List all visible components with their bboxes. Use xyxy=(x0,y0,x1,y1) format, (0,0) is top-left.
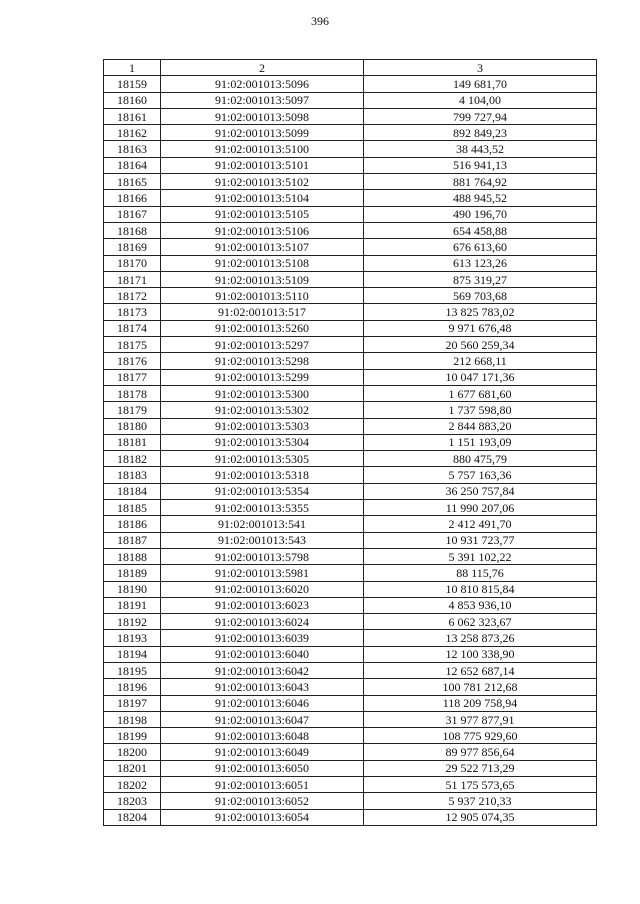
value-cell: 654 458,88 xyxy=(364,222,597,238)
row-number-cell: 18186 xyxy=(104,516,161,532)
value-cell: 149 681,70 xyxy=(364,76,597,92)
row-number-cell: 18201 xyxy=(104,760,161,776)
row-number-cell: 18184 xyxy=(104,483,161,499)
cadastral-number-cell: 91:02:001013:5355 xyxy=(161,500,364,516)
value-cell: 676 613,60 xyxy=(364,239,597,255)
value-cell: 875 319,27 xyxy=(364,271,597,287)
row-number-cell: 18181 xyxy=(104,434,161,450)
cadastral-number-cell: 91:02:001013:5108 xyxy=(161,255,364,271)
column-header-number: 1 xyxy=(104,60,161,76)
row-number-cell: 18185 xyxy=(104,500,161,516)
value-cell: 488 945,52 xyxy=(364,190,597,206)
cadastral-number-cell: 91:02:001013:5354 xyxy=(161,483,364,499)
value-cell: 20 560 259,34 xyxy=(364,337,597,353)
cadastral-number-cell: 91:02:001013:5098 xyxy=(161,108,364,124)
table-row xyxy=(104,597,597,613)
table-row xyxy=(104,320,597,336)
table-row xyxy=(104,92,597,108)
row-number-cell: 18191 xyxy=(104,597,161,613)
table-row xyxy=(104,353,597,369)
table-row xyxy=(104,125,597,141)
row-number-cell: 18198 xyxy=(104,711,161,727)
cadastral-number-cell: 91:02:001013:5104 xyxy=(161,190,364,206)
value-cell: 4 853 936,10 xyxy=(364,597,597,613)
table-row xyxy=(104,565,597,581)
value-cell: 13 825 783,02 xyxy=(364,304,597,320)
value-cell: 4 104,00 xyxy=(364,92,597,108)
table-row xyxy=(104,239,597,255)
value-cell: 13 258 873,26 xyxy=(364,630,597,646)
row-number-cell: 18193 xyxy=(104,630,161,646)
table-row xyxy=(104,516,597,532)
cadastral-number-cell: 91:02:001013:5302 xyxy=(161,402,364,418)
row-number-cell: 18159 xyxy=(104,76,161,92)
row-number-cell: 18164 xyxy=(104,157,161,173)
table-row xyxy=(104,304,597,320)
value-cell: 36 250 757,84 xyxy=(364,483,597,499)
value-cell: 881 764,92 xyxy=(364,174,597,190)
cadastral-number-cell: 91:02:001013:5303 xyxy=(161,418,364,434)
table-row xyxy=(104,662,597,678)
cadastral-number-cell: 91:02:001013:6052 xyxy=(161,793,364,809)
row-number-cell: 18167 xyxy=(104,206,161,222)
cadastral-number-cell: 91:02:001013:5102 xyxy=(161,174,364,190)
table-row xyxy=(104,157,597,173)
table-row xyxy=(104,222,597,238)
value-cell: 6 062 323,67 xyxy=(364,614,597,630)
cadastral-number-cell: 91:02:001013:6050 xyxy=(161,760,364,776)
registry-table xyxy=(103,59,597,826)
row-number-cell: 18172 xyxy=(104,288,161,304)
value-cell: 89 977 856,64 xyxy=(364,744,597,760)
cadastral-number-cell: 91:02:001013:5099 xyxy=(161,125,364,141)
row-number-cell: 18170 xyxy=(104,255,161,271)
table-row xyxy=(104,532,597,548)
cadastral-number-cell: 91:02:001013:6042 xyxy=(161,662,364,678)
table-row xyxy=(104,483,597,499)
row-number-cell: 18196 xyxy=(104,679,161,695)
table-row xyxy=(104,255,597,271)
value-cell: 88 115,76 xyxy=(364,565,597,581)
cadastral-number-cell: 91:02:001013:5318 xyxy=(161,467,364,483)
row-number-cell: 18162 xyxy=(104,125,161,141)
row-number-cell: 18165 xyxy=(104,174,161,190)
row-number-cell: 18202 xyxy=(104,777,161,793)
table-row xyxy=(104,630,597,646)
row-number-cell: 18179 xyxy=(104,402,161,418)
table-row xyxy=(104,548,597,564)
row-number-cell: 18174 xyxy=(104,320,161,336)
cadastral-number-cell: 91:02:001013:5100 xyxy=(161,141,364,157)
cadastral-number-cell: 91:02:001013:541 xyxy=(161,516,364,532)
cadastral-number-cell: 91:02:001013:6047 xyxy=(161,711,364,727)
table-row xyxy=(104,451,597,467)
row-number-cell: 18180 xyxy=(104,418,161,434)
row-number-cell: 18175 xyxy=(104,337,161,353)
table-row xyxy=(104,581,597,597)
value-cell: 892 849,23 xyxy=(364,125,597,141)
row-number-cell: 18199 xyxy=(104,728,161,744)
row-number-cell: 18182 xyxy=(104,451,161,467)
value-cell: 613 123,26 xyxy=(364,255,597,271)
value-cell: 100 781 212,68 xyxy=(364,679,597,695)
row-number-cell: 18183 xyxy=(104,467,161,483)
row-number-cell: 18188 xyxy=(104,548,161,564)
table-row xyxy=(104,190,597,206)
table-row xyxy=(104,777,597,793)
value-cell: 118 209 758,94 xyxy=(364,695,597,711)
table-row xyxy=(104,434,597,450)
cadastral-number-cell: 91:02:001013:6048 xyxy=(161,728,364,744)
cadastral-number-cell: 91:02:001013:5304 xyxy=(161,434,364,450)
row-number-cell: 18176 xyxy=(104,353,161,369)
value-cell: 212 668,11 xyxy=(364,353,597,369)
column-header-value: 3 xyxy=(364,60,597,76)
row-number-cell: 18160 xyxy=(104,92,161,108)
cadastral-number-cell: 91:02:001013:5260 xyxy=(161,320,364,336)
row-number-cell: 18171 xyxy=(104,271,161,287)
value-cell: 516 941,13 xyxy=(364,157,597,173)
cadastral-number-cell: 91:02:001013:6043 xyxy=(161,679,364,695)
row-number-cell: 18203 xyxy=(104,793,161,809)
row-number-cell: 18192 xyxy=(104,614,161,630)
cadastral-number-cell: 91:02:001013:5097 xyxy=(161,92,364,108)
row-number-cell: 18190 xyxy=(104,581,161,597)
cadastral-number-cell: 91:02:001013:6051 xyxy=(161,777,364,793)
value-cell: 799 727,94 xyxy=(364,108,597,124)
row-number-cell: 18187 xyxy=(104,532,161,548)
row-number-cell: 18173 xyxy=(104,304,161,320)
value-cell: 10 047 171,36 xyxy=(364,369,597,385)
value-cell: 880 475,79 xyxy=(364,451,597,467)
value-cell: 12 905 074,35 xyxy=(364,809,597,825)
table-row xyxy=(104,500,597,516)
value-cell: 29 522 713,29 xyxy=(364,760,597,776)
column-header-cadastral-number: 2 xyxy=(161,60,364,76)
table-row xyxy=(104,369,597,385)
cadastral-number-cell: 91:02:001013:5105 xyxy=(161,206,364,222)
row-number-cell: 18197 xyxy=(104,695,161,711)
cadastral-number-cell: 91:02:001013:6046 xyxy=(161,695,364,711)
value-cell: 31 977 877,91 xyxy=(364,711,597,727)
table-row xyxy=(104,206,597,222)
table-header xyxy=(104,60,597,76)
cadastral-number-cell: 91:02:001013:5297 xyxy=(161,337,364,353)
table-row xyxy=(104,711,597,727)
table-row xyxy=(104,679,597,695)
row-number-cell: 18200 xyxy=(104,744,161,760)
value-cell: 1 677 681,60 xyxy=(364,385,597,401)
table-row xyxy=(104,76,597,92)
table-row xyxy=(104,288,597,304)
value-cell: 12 652 687,14 xyxy=(364,662,597,678)
cadastral-number-cell: 91:02:001013:5798 xyxy=(161,548,364,564)
cadastral-number-cell: 91:02:001013:517 xyxy=(161,304,364,320)
row-number-cell: 18204 xyxy=(104,809,161,825)
cadastral-number-cell: 91:02:001013:6039 xyxy=(161,630,364,646)
value-cell: 10 810 815,84 xyxy=(364,581,597,597)
row-number-cell: 18189 xyxy=(104,565,161,581)
cadastral-number-cell: 91:02:001013:6023 xyxy=(161,597,364,613)
row-number-cell: 18166 xyxy=(104,190,161,206)
value-cell: 9 971 676,48 xyxy=(364,320,597,336)
table-row xyxy=(104,402,597,418)
cadastral-number-cell: 91:02:001013:5101 xyxy=(161,157,364,173)
cadastral-number-cell: 91:02:001013:5106 xyxy=(161,222,364,238)
value-cell: 38 443,52 xyxy=(364,141,597,157)
cadastral-number-cell: 91:02:001013:5110 xyxy=(161,288,364,304)
value-cell: 1 737 598,80 xyxy=(364,402,597,418)
table-row xyxy=(104,744,597,760)
table-row xyxy=(104,728,597,744)
cadastral-number-cell: 91:02:001013:5107 xyxy=(161,239,364,255)
value-cell: 569 703,68 xyxy=(364,288,597,304)
row-number-cell: 18163 xyxy=(104,141,161,157)
cadastral-number-cell: 91:02:001013:5305 xyxy=(161,451,364,467)
cadastral-number-cell: 91:02:001013:5096 xyxy=(161,76,364,92)
row-number-cell: 18194 xyxy=(104,646,161,662)
row-number-cell: 18195 xyxy=(104,662,161,678)
cadastral-number-cell: 91:02:001013:6024 xyxy=(161,614,364,630)
table-row xyxy=(104,418,597,434)
row-number-cell: 18169 xyxy=(104,239,161,255)
value-cell: 51 175 573,65 xyxy=(364,777,597,793)
value-cell: 5 391 102,22 xyxy=(364,548,597,564)
table-row xyxy=(104,141,597,157)
cadastral-number-cell: 91:02:001013:5299 xyxy=(161,369,364,385)
table-row xyxy=(104,337,597,353)
value-cell: 5 937 210,33 xyxy=(364,793,597,809)
value-cell: 10 931 723,77 xyxy=(364,532,597,548)
table-row xyxy=(104,614,597,630)
value-cell: 490 196,70 xyxy=(364,206,597,222)
value-cell: 11 990 207,06 xyxy=(364,500,597,516)
value-cell: 1 151 193,09 xyxy=(364,434,597,450)
cadastral-number-cell: 91:02:001013:5981 xyxy=(161,565,364,581)
row-number-cell: 18161 xyxy=(104,108,161,124)
cadastral-number-cell: 91:02:001013:5300 xyxy=(161,385,364,401)
page-number: 396 xyxy=(311,14,329,28)
table-row xyxy=(104,108,597,124)
table-row xyxy=(104,809,597,825)
cadastral-number-cell: 91:02:001013:6049 xyxy=(161,744,364,760)
table-body xyxy=(104,76,597,826)
cadastral-number-cell: 91:02:001013:5109 xyxy=(161,271,364,287)
cadastral-number-cell: 91:02:001013:6040 xyxy=(161,646,364,662)
table-row xyxy=(104,467,597,483)
table-row xyxy=(104,385,597,401)
cadastral-number-cell: 91:02:001013:6054 xyxy=(161,809,364,825)
cadastral-number-cell: 91:02:001013:6020 xyxy=(161,581,364,597)
value-cell: 5 757 163,36 xyxy=(364,467,597,483)
value-cell: 12 100 338,90 xyxy=(364,646,597,662)
table-row xyxy=(104,695,597,711)
table-row xyxy=(104,646,597,662)
cadastral-number-cell: 91:02:001013:543 xyxy=(161,532,364,548)
cadastral-number-cell: 91:02:001013:5298 xyxy=(161,353,364,369)
value-cell: 2 844 883,20 xyxy=(364,418,597,434)
value-cell: 108 775 929,60 xyxy=(364,728,597,744)
row-number-cell: 18177 xyxy=(104,369,161,385)
row-number-cell: 18168 xyxy=(104,222,161,238)
value-cell: 2 412 491,70 xyxy=(364,516,597,532)
header-row xyxy=(104,60,597,76)
table-row xyxy=(104,174,597,190)
row-number-cell: 18178 xyxy=(104,385,161,401)
table-row xyxy=(104,793,597,809)
table-row xyxy=(104,271,597,287)
table-row xyxy=(104,760,597,776)
